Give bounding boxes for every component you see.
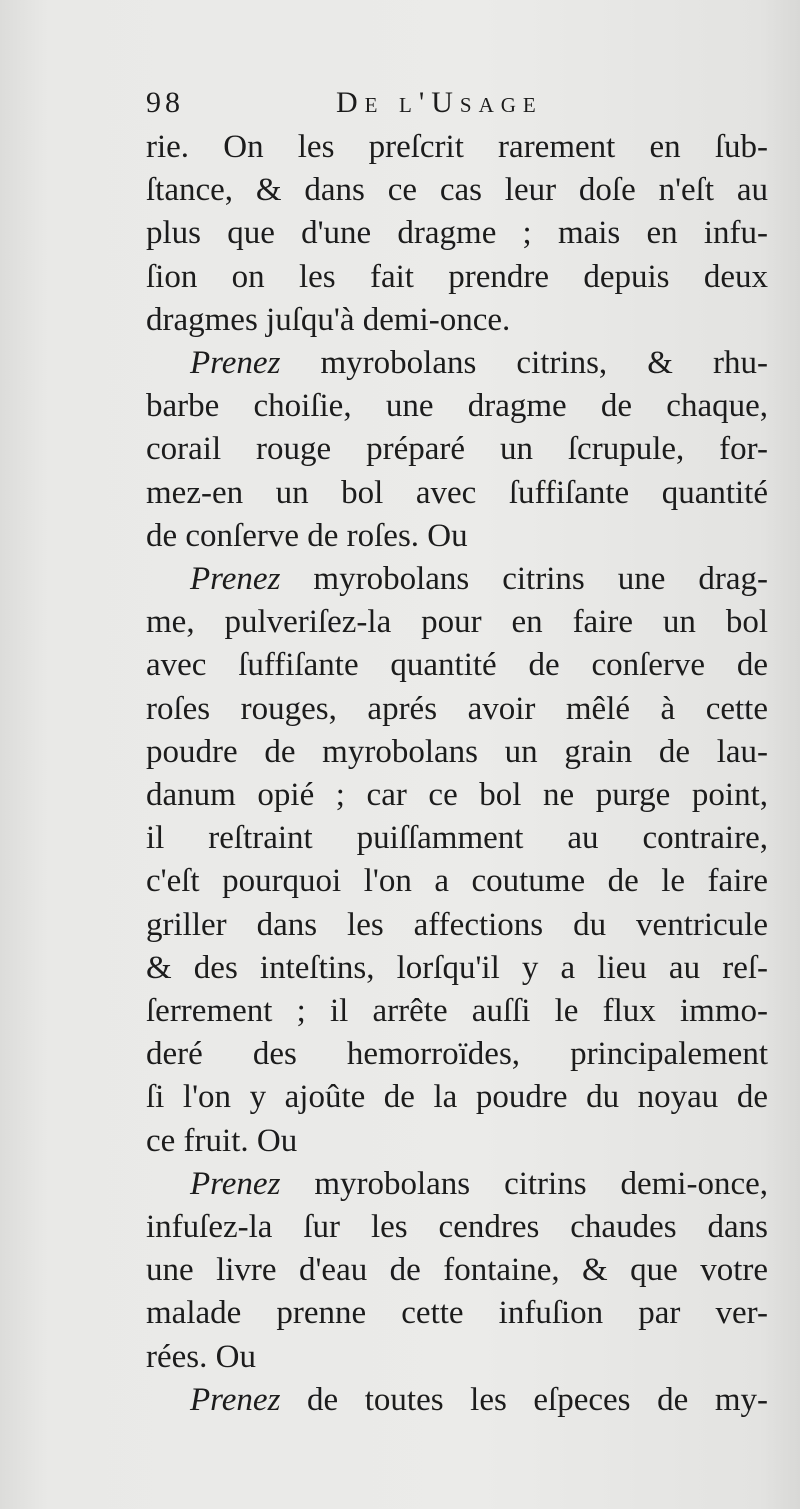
page-number: 98 [146,86,184,119]
text-line: Prenez de toutes les eſpeces de my- [190,1381,768,1418]
text-line: ſion on les fait prendre depuis deux [146,258,768,295]
text-line: griller dans les affections du ventricule [146,906,768,943]
text-line: ce fruit. Ou [146,1122,298,1159]
page-header [146,86,766,130]
text-line: ſtance, & dans ce cas leur doſe n'eſt au [146,172,768,209]
text-line: ſi l'on y ajoûte de la poudre du noyau de [146,1079,768,1116]
prescription-lead: Prenez [190,345,281,382]
text-line: avec ſuffiſante quantité de conſerve de [146,647,768,684]
body-text [146,126,768,1422]
text-line: danum opié ; car ce bol ne purge point, [146,777,768,814]
text-line: roſes rouges, aprés avoir mêlé à cette [146,690,768,727]
text-line: me, pulveriſez-la pour en faire un bol [146,604,768,641]
text-line: mez-en un bol avec ſuffiſante quantité [146,474,768,511]
text-line: Prenez myrobolans citrins demi-once, [190,1165,768,1202]
text-line: de conſerve de roſes. Ou [146,517,468,554]
text-line: rie. On les preſcrit rarement en ſub- [146,129,768,165]
text-line: infuſez-la ſur les cendres chaudes dans [146,1209,768,1246]
text-line: poudre de myrobolans un grain de lau- [146,733,768,770]
prescription-lead: Prenez [190,561,281,598]
text-line: & des inteſtins, lorſqu'il y a lieu au reſ- [146,949,768,986]
text-line: rées. Ou [146,1338,256,1375]
prescription-lead: Prenez [190,1381,281,1418]
text-line: une livre d'eau de fontaine, & que votre [146,1252,768,1289]
prescription-lead: Prenez [190,1165,281,1202]
text-line: Prenez myrobolans citrins une drag- [190,561,768,598]
text-line: c'eſt pourquoi l'on a coutume de le faire [146,863,768,900]
text-line: ſerrement ; il arrête auſſi le flux immo- [146,993,768,1030]
text-line: Prenez myrobolans citrins, & rhu- [190,345,768,382]
text-line: deré des hemorroïdes, principalement [146,1036,768,1073]
text-line: malade prenne cette infuſion par ver- [146,1295,768,1332]
running-title: De l'Usage [336,86,543,119]
text-line: dragmes juſqu'à demi-once. [146,301,511,338]
text-line: il reſtraint puiſſamment au contraire, [146,820,768,857]
text-line: corail rouge préparé un ſcrupule, for- [146,431,768,468]
text-line: plus que d'une dragme ; mais en infu- [146,215,768,252]
text-line: barbe choiſie, une dragme de chaque, [146,388,768,425]
